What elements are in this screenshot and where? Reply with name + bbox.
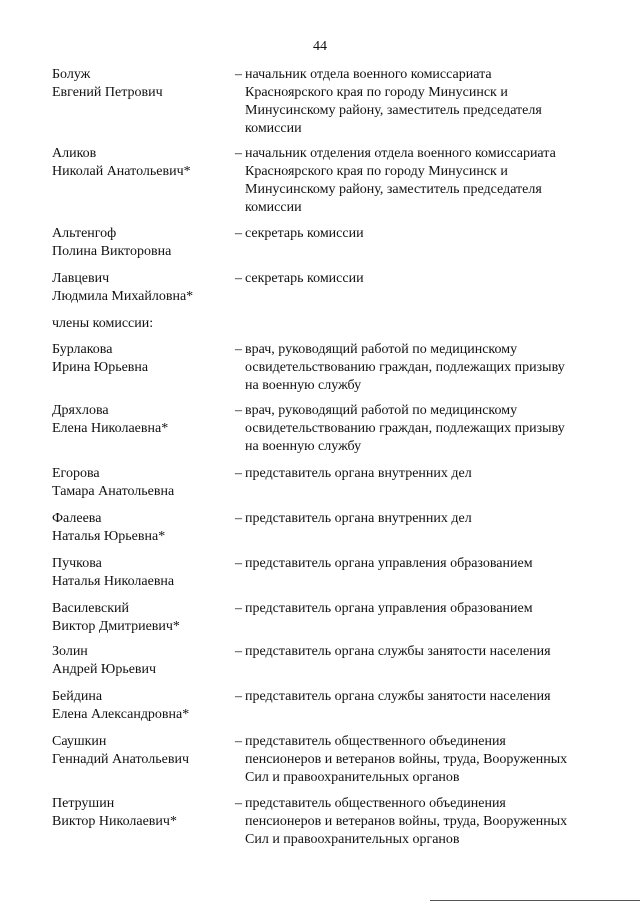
role-dash: –: [235, 67, 242, 82]
person-role: [235, 733, 605, 787]
person-surname: Лавцевич: [52, 271, 110, 286]
person-role: [235, 795, 605, 849]
role-line: врач, руководящий работой по медицинскому: [245, 342, 518, 357]
role-dash: –: [235, 689, 242, 704]
role-line: начальник отделения отдела военного комиссариата: [245, 146, 556, 161]
person-name: [52, 270, 232, 306]
person-name: [52, 688, 232, 724]
person-name: [52, 510, 232, 546]
page-number: 44: [313, 39, 327, 54]
person-role: [235, 688, 605, 706]
person-name: [52, 341, 232, 377]
person-surname: Бурлакова: [52, 342, 113, 357]
person-surname: Болуж: [52, 67, 91, 82]
role-dash: –: [235, 403, 242, 418]
person-name: [52, 643, 232, 679]
person-role: [235, 66, 605, 138]
person-given-names: Елена Александровна*: [52, 707, 190, 722]
role-line: комиссии: [245, 121, 302, 136]
person-given-names: Елена Николаевна*: [52, 421, 169, 436]
person-given-names: Виктор Николаевич*: [52, 814, 177, 829]
person-name: [52, 600, 232, 636]
members-label: члены комиссии:: [52, 316, 154, 331]
role-line: представитель органа внутренних дел: [245, 466, 472, 481]
role-line: секретарь комиссии: [245, 226, 364, 241]
role-line: Минусинскому району, заместитель председателя: [245, 103, 542, 118]
role-line: Сил и правоохранительных органов: [245, 770, 460, 785]
role-line: представитель органа управления образованием: [245, 556, 533, 571]
role-line: представитель органа службы занятости населения: [245, 644, 551, 659]
person-surname: Золин: [52, 644, 88, 659]
role-line: представитель общественного объединения: [245, 796, 506, 811]
role-dash: –: [235, 644, 242, 659]
person-surname: Бейдина: [52, 689, 103, 704]
person-given-names: Евгений Петрович: [52, 85, 163, 100]
role-dash: –: [235, 601, 242, 616]
person-surname: Фалеева: [52, 511, 102, 526]
person-given-names: Андрей Юрьевич: [52, 662, 157, 677]
person-surname: Василевский: [52, 601, 129, 616]
person-role: [235, 341, 605, 395]
person-role: [235, 600, 605, 618]
person-role: [235, 145, 605, 217]
bottom-rule: [430, 900, 640, 901]
role-line: представитель органа внутренних дел: [245, 511, 472, 526]
role-line: Красноярского края по городу Минусинск и: [245, 164, 508, 179]
person-role: [235, 225, 605, 243]
role-dash: –: [235, 734, 242, 749]
role-line: пенсионеров и ветеранов войны, труда, Вооруженных: [245, 752, 568, 767]
person-name: [52, 795, 232, 831]
person-given-names: Ирина Юрьевна: [52, 360, 149, 375]
person-given-names: Николай Анатольевич*: [52, 164, 191, 179]
person-surname: Пучкова: [52, 556, 102, 571]
person-given-names: Полина Викторовна: [52, 244, 172, 259]
role-line: представитель органа службы занятости населения: [245, 689, 551, 704]
role-dash: –: [235, 466, 242, 481]
role-line: Красноярского края по городу Минусинск и: [245, 85, 508, 100]
person-given-names: Наталья Николаевна: [52, 574, 175, 589]
person-role: [235, 465, 605, 483]
person-surname: Дряхлова: [52, 403, 109, 418]
role-line: Сил и правоохранительных органов: [245, 832, 460, 847]
role-dash: –: [235, 342, 242, 357]
role-dash: –: [235, 556, 242, 571]
person-name: [52, 733, 232, 769]
role-line: секретарь комиссии: [245, 271, 364, 286]
person-given-names: Геннадий Анатольевич: [52, 752, 189, 767]
person-surname: Аликов: [52, 146, 97, 161]
person-name: [52, 402, 232, 438]
role-line: освидетельствованию граждан, подлежащих призыву: [245, 360, 565, 375]
person-role: [235, 270, 605, 288]
role-line: представитель общественного объединения: [245, 734, 506, 749]
role-dash: –: [235, 146, 242, 161]
person-given-names: Людмила Михайловна*: [52, 289, 194, 304]
role-line: Минусинскому району, заместитель председателя: [245, 182, 542, 197]
role-line: на военную службу: [245, 378, 362, 393]
person-name: [52, 555, 232, 591]
role-line: комиссии: [245, 200, 302, 215]
role-line: пенсионеров и ветеранов войны, труда, Вооруженных: [245, 814, 568, 829]
person-surname: Саушкин: [52, 734, 107, 749]
person-given-names: Тамара Анатольевна: [52, 484, 175, 499]
role-dash: –: [235, 271, 242, 286]
role-line: начальник отдела военного комиссариата: [245, 67, 492, 82]
person-name: [52, 465, 232, 501]
person-role: [235, 402, 605, 456]
person-name: [52, 145, 232, 181]
person-surname: Петрушин: [52, 796, 115, 811]
person-name: [52, 66, 232, 102]
role-line: освидетельствованию граждан, подлежащих призыву: [245, 421, 565, 436]
role-dash: –: [235, 796, 242, 811]
person-given-names: Наталья Юрьевна*: [52, 529, 166, 544]
person-name: [52, 225, 232, 261]
person-surname: Альтенгоф: [52, 226, 117, 241]
person-role: [235, 643, 605, 661]
person-given-names: Виктор Дмитриевич*: [52, 619, 180, 634]
role-line: на военную службу: [245, 439, 362, 454]
person-surname: Егорова: [52, 466, 100, 481]
role-dash: –: [235, 511, 242, 526]
person-role: [235, 510, 605, 528]
role-line: представитель органа управления образованием: [245, 601, 533, 616]
role-dash: –: [235, 226, 242, 241]
role-line: врач, руководящий работой по медицинскому: [245, 403, 518, 418]
person-role: [235, 555, 605, 573]
